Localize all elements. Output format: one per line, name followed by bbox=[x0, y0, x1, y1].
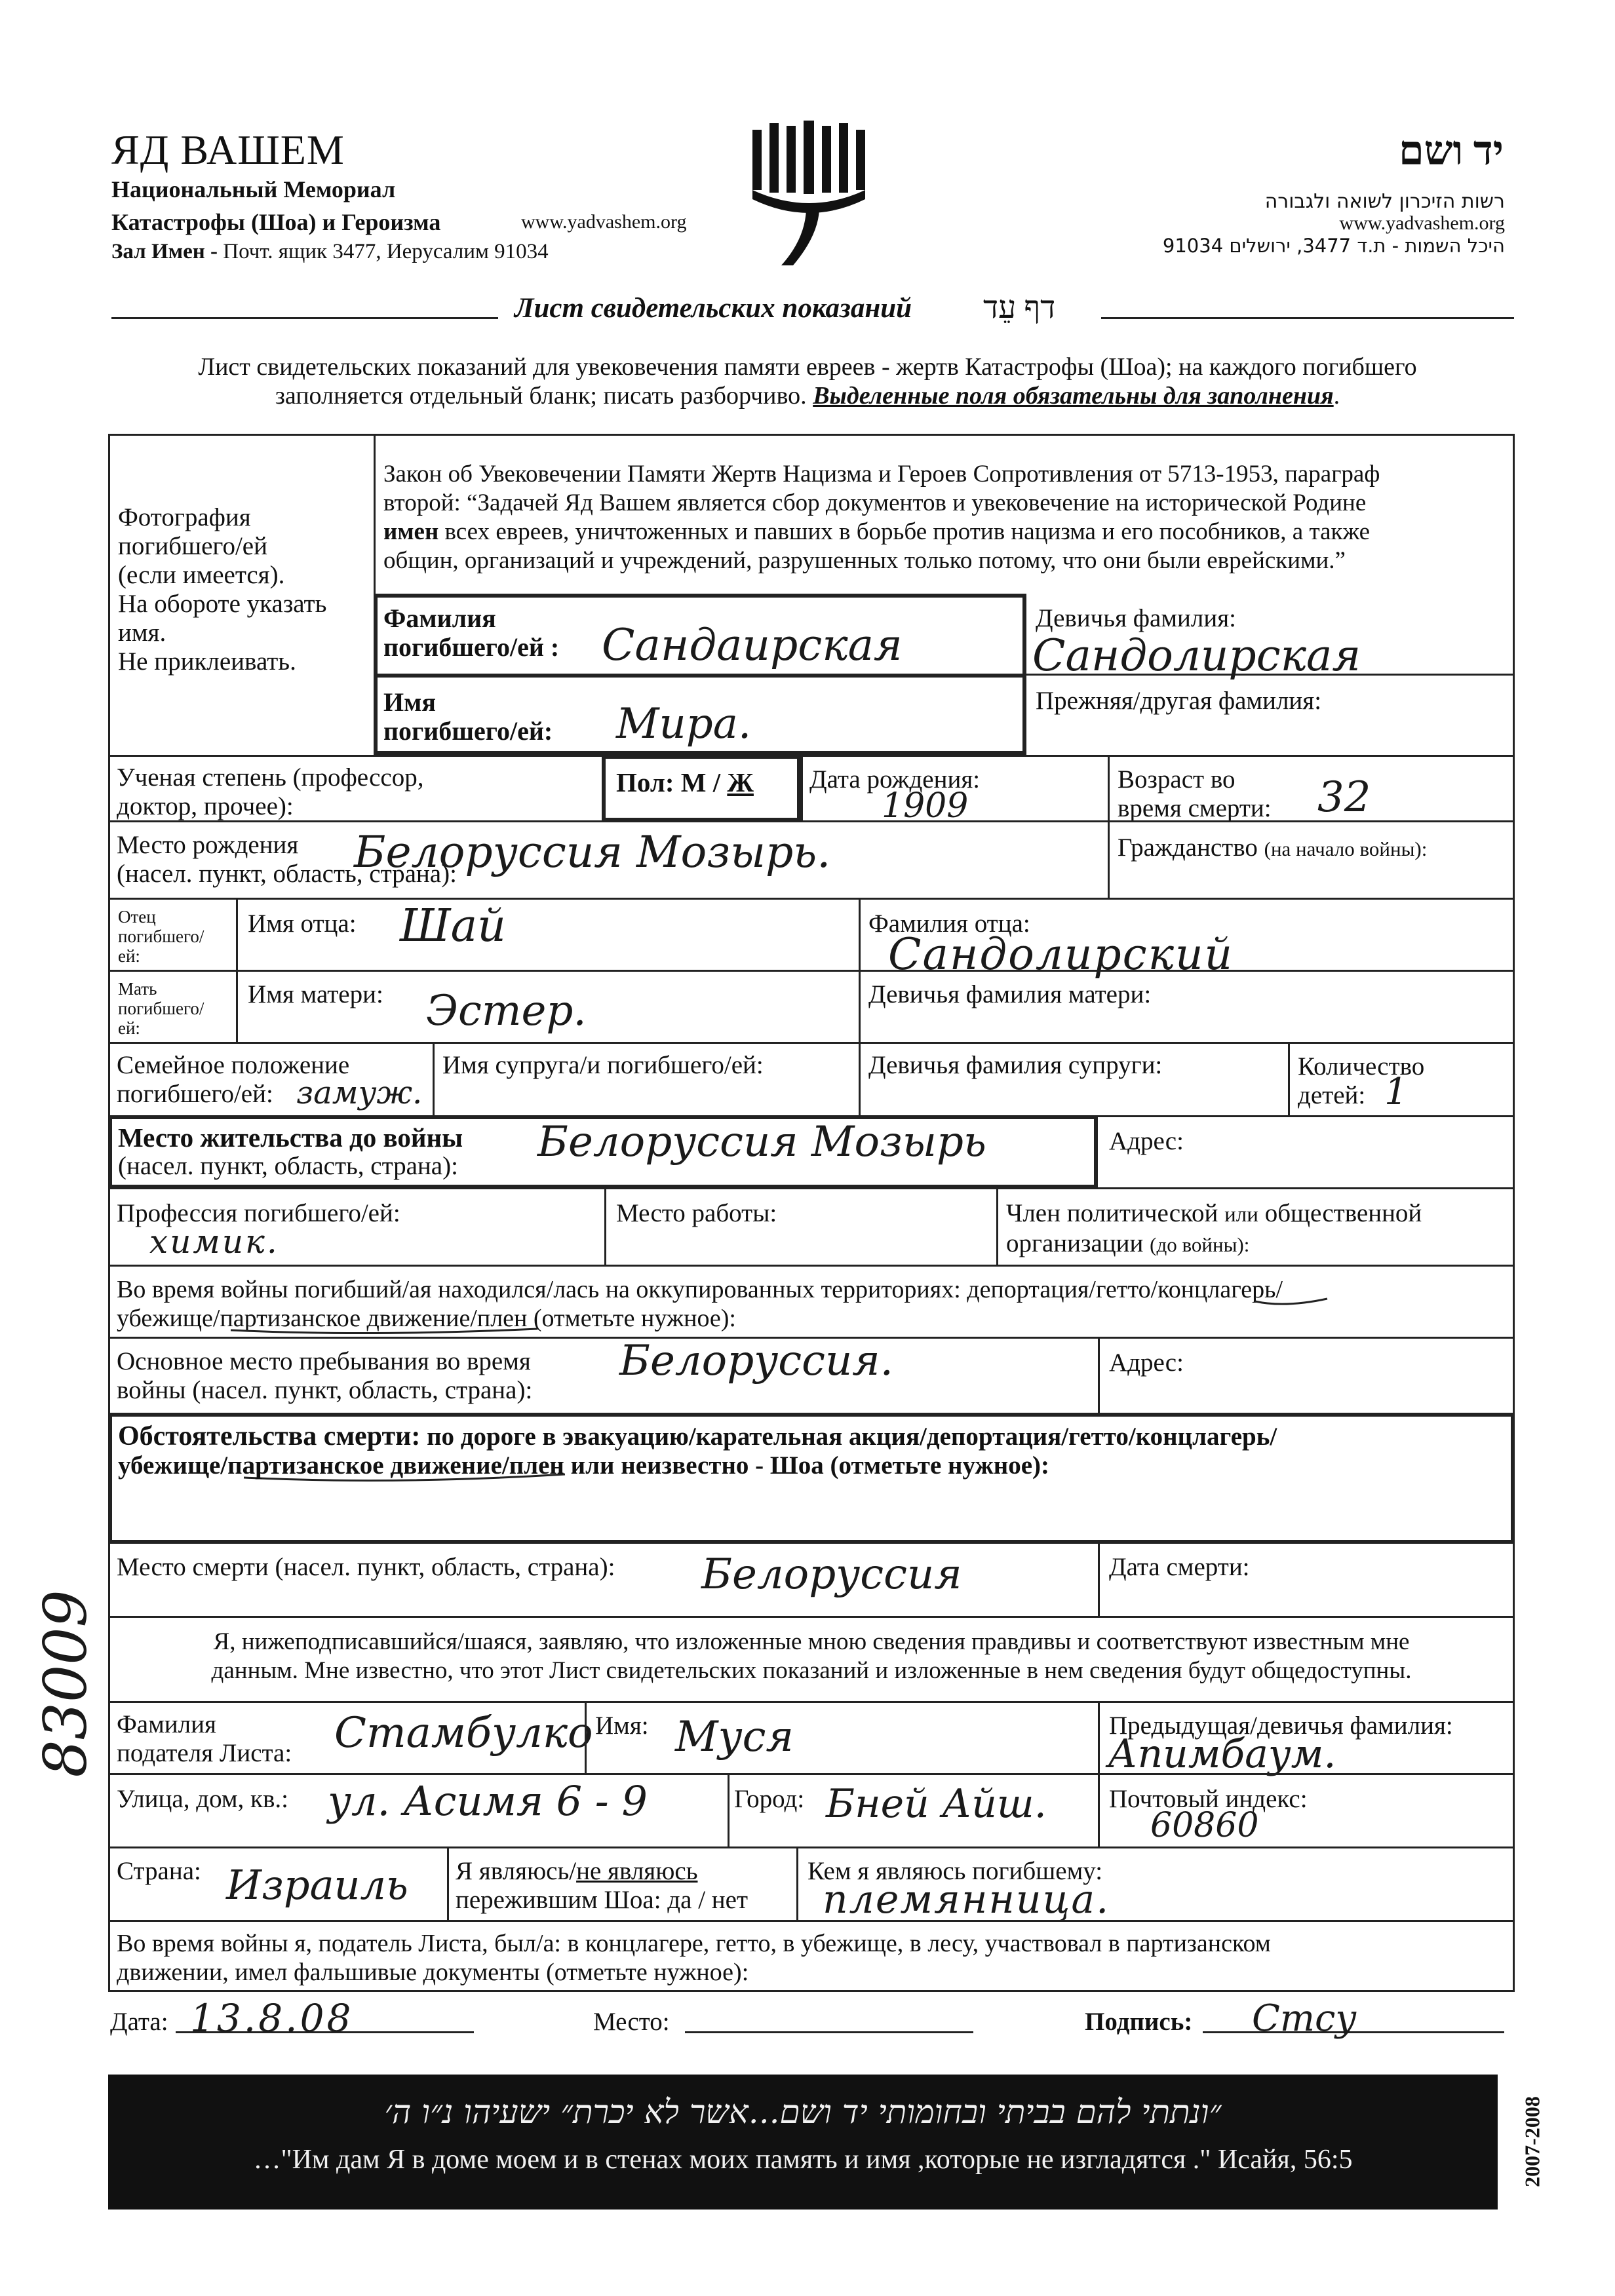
quote-ru: …"Им дам Я в доме моем и в стенах моих память и имя ,которые не изгладятся ." Исайя, 56:5 bbox=[253, 2145, 1353, 2175]
submitter-prev-name-label: Предыдущая/девичья фамилия: bbox=[1109, 1712, 1453, 1740]
org-name-ru: ЯД ВАШЕМ bbox=[111, 126, 345, 173]
submitter-prev-name[interactable]: Апимбаум. bbox=[1108, 1731, 1336, 1777]
death-place-label: Место смерти (насел. пункт, область, страна): bbox=[117, 1553, 615, 1581]
death-circumstances: Обстоятельства смерти: по дороге в эвакуацию/карательная акция/депортация/гетто/концлагерь/ убежище/партизанское движение/плен или неизвестно - Шоа (отметьте нужное): bbox=[118, 1421, 1277, 1480]
submitter-war-activity[interactable]: Во время войны я, податель Листа, был/а: в концлагере, гетто, в убежище, в лесу, участвовал в партизанском движении, имел фальшивые документы (отметьте нужное): bbox=[117, 1930, 1271, 1986]
marital-label: Семейное положение погибшего/ей: bbox=[117, 1051, 350, 1108]
father-side-label: Отец погибшего/ ей: bbox=[118, 907, 204, 966]
degree-label: Ученая степень (профессор, доктор, прочее): bbox=[117, 763, 424, 820]
victim-first-name[interactable]: Мира. bbox=[616, 700, 752, 748]
instructions-text: заполняется отдельный бланк; писать разборчиво. bbox=[275, 382, 807, 410]
victim-first-name-label: Имя погибшего/ей: bbox=[383, 687, 553, 746]
gender-selected[interactable]: Ж bbox=[727, 767, 754, 797]
workplace-label: Место работы: bbox=[616, 1199, 777, 1227]
margin-number: 83009 bbox=[31, 1590, 100, 1778]
marital-status[interactable]: замуж. bbox=[296, 1075, 423, 1111]
place-label: Место: bbox=[593, 2008, 670, 2036]
spouse-name-label: Имя супруга/и погибшего/ей: bbox=[442, 1051, 764, 1079]
signature[interactable]: Стсу bbox=[1252, 1997, 1357, 2040]
war-location-label: Основное место пребывания во время войны (насел. пункт, область, страна): bbox=[117, 1347, 533, 1404]
citizenship-label: Гражданство (на начало войны): bbox=[1118, 833, 1428, 862]
victim-maiden-name-label: Девичья фамилия: bbox=[1036, 604, 1237, 632]
city[interactable]: Бней Айш. bbox=[826, 1781, 1047, 1827]
member-label: Член политической или общественной организации (до войны): bbox=[1006, 1199, 1422, 1257]
instructions-line2: заполняется отдельный бланк; писать разборчиво. Выделенные поля обязательны для заполнения. bbox=[275, 382, 1340, 410]
date[interactable]: 13.8.08 bbox=[190, 1996, 354, 2040]
relation[interactable]: племянница. bbox=[823, 1877, 1110, 1923]
war-status-line2: убежище/партизанское движение/плен (отметьте нужное): bbox=[117, 1305, 736, 1332]
years: 2007-2008 bbox=[1520, 2096, 1544, 2187]
profession[interactable]: химик. bbox=[149, 1223, 279, 1261]
gender-field: Пол: М / Ж bbox=[616, 767, 754, 797]
street[interactable]: ул. Асимя 6 - 9 bbox=[328, 1777, 648, 1825]
declaration: Я, нижеподписавшийся/шаяся, заявляю, что изложенные мною сведения правдивы и соответствуют известным мне данным. Мне известно, что этот Лист свидетельских показаний и изложенные в нем сведения будут общедоступны. bbox=[211, 1628, 1412, 1684]
victim-last-name[interactable]: Сандаирская bbox=[602, 620, 903, 670]
mother-side-label: Мать погибшего/ ей: bbox=[118, 979, 204, 1038]
org-line2-ru: Катастрофы (Шоа) и Героизма bbox=[111, 209, 441, 235]
submitter-first-name-label: Имя: bbox=[595, 1712, 649, 1740]
children-label: Количество детей: bbox=[1298, 1052, 1425, 1109]
spouse-maiden-label: Девичья фамилия супруги: bbox=[868, 1051, 1163, 1079]
form-title-he: דף עֵד bbox=[983, 290, 1056, 325]
father-last-name[interactable]: Сандолирский bbox=[888, 929, 1234, 980]
war-location-address-label: Адрес: bbox=[1109, 1349, 1184, 1377]
mother-first-name-label: Имя матери: bbox=[248, 980, 383, 1008]
org-line1-ru: Национальный Мемориал bbox=[111, 176, 396, 202]
victim-last-name-label: Фамилия погибшего/ей : bbox=[383, 603, 560, 662]
form-title: Лист свидетельских показаний bbox=[515, 293, 912, 324]
submitter-last-name-label: Фамилия подателя Листа: bbox=[117, 1710, 292, 1767]
birth-date-label: Дата рождения: bbox=[809, 765, 981, 794]
org-name-he: יד ושם bbox=[1398, 129, 1504, 174]
country-label: Страна: bbox=[117, 1857, 201, 1885]
website-left: www.yadvashem.org bbox=[521, 211, 687, 233]
org-line3-ru-bold: Зал Имен - bbox=[111, 240, 224, 263]
signature-label: Подпись: bbox=[1085, 2008, 1193, 2036]
instructions-line1: Лист свидетельских показаний для увековечения памяти евреев - жертв Катастрофы (Шоа); на каждого погибшего bbox=[198, 353, 1417, 381]
birthplace[interactable]: Белоруссия Мозырь. bbox=[354, 827, 831, 877]
war-status-line1: Во время войны погибший/ая находился/лась на оккупированных территориях: депортация/гетто/концлагерь/ bbox=[117, 1276, 1283, 1303]
children[interactable]: 1 bbox=[1384, 1071, 1408, 1113]
father-first-name-label: Имя отца: bbox=[248, 909, 357, 938]
birthplace-label: Место рождения (насел. пункт, область, страна): bbox=[117, 831, 457, 888]
residence-label: Место жительства до войны (насел. пункт, область, страна): bbox=[118, 1122, 463, 1180]
law-text: Закон об Увековечении Памяти Жертв Нацизма и Героев Сопротивления от 5713-1953, параграф второй: “Задачей Яд Вашем является сбор документов и увековечение на исторической Родине имен всех евреев, уничтоженных и павших в борьбе против нацизма и его пособников, а также общин, организаций и учреждений, разрушенных только потому, что они были еврейскими.” bbox=[383, 461, 1380, 574]
relation-label: Кем я являюсь погибшему: bbox=[808, 1857, 1103, 1885]
quote-he: ״ונתתי להם בביתי ובחומותי יד ושם...אשר לא יכרת״ ישעיהו נ״ו ה׳ bbox=[384, 2093, 1222, 2131]
profession-label: Профессия погибшего/ей: bbox=[117, 1199, 400, 1227]
photo-box: Фотография погибшего/ей (если имеется). На обороте указать имя. Не приклеивать. bbox=[118, 503, 327, 676]
war-location[interactable]: Белоруссия. bbox=[619, 1337, 893, 1385]
age[interactable]: 32 bbox=[1317, 773, 1371, 822]
mother-first-name[interactable]: Эстер. bbox=[426, 987, 587, 1035]
org-line3-ru-text: Почт. ящик 3477, Иерусалим 91034 bbox=[223, 240, 549, 263]
submitter-last-name[interactable]: Стамбулко bbox=[334, 1709, 593, 1757]
zip-label: Почтовый индекс: bbox=[1109, 1785, 1308, 1813]
age-label: Возраст во время смерти: bbox=[1118, 765, 1272, 822]
father-last-name-label: Фамилия отца: bbox=[868, 909, 1030, 938]
zip[interactable]: 60860 bbox=[1150, 1806, 1259, 1845]
survivor-status[interactable]: Я являюсь/не являюсь пережившим Шоа: да / нет bbox=[456, 1857, 749, 1914]
instructions-required: Выделенные поля обязательны для заполнения bbox=[813, 382, 1334, 410]
date-label: Дата: bbox=[110, 2008, 168, 2036]
submitter-first-name[interactable]: Муся bbox=[675, 1713, 794, 1761]
org-line1-he: רשות הזיכרון לשואה ולגבורה bbox=[1264, 190, 1505, 213]
death-place[interactable]: Белоруссия bbox=[701, 1550, 962, 1599]
org-line3-he: היכל השמות - ת.ד 3477, ירושלים 91034 bbox=[1162, 235, 1505, 257]
residence-address-label: Адрес: bbox=[1109, 1127, 1184, 1155]
residence[interactable]: Белоруссия Мозырь bbox=[537, 1118, 986, 1166]
street-label: Улица, дом, кв.: bbox=[117, 1785, 288, 1813]
country[interactable]: Израиль bbox=[226, 1861, 408, 1909]
mother-maiden-name-label: Девичья фамилия матери: bbox=[868, 980, 1152, 1008]
victim-maiden-name[interactable]: Сандолирская bbox=[1032, 630, 1361, 681]
city-label: Город: bbox=[734, 1785, 805, 1813]
previous-name-label: Прежняя/другая фамилия: bbox=[1036, 687, 1322, 715]
death-date-label: Дата смерти: bbox=[1109, 1553, 1250, 1581]
website-right: www.yadvashem.org bbox=[1339, 212, 1505, 234]
father-first-name[interactable]: Шай bbox=[400, 900, 506, 952]
birth-date[interactable]: 1909 bbox=[882, 786, 969, 826]
